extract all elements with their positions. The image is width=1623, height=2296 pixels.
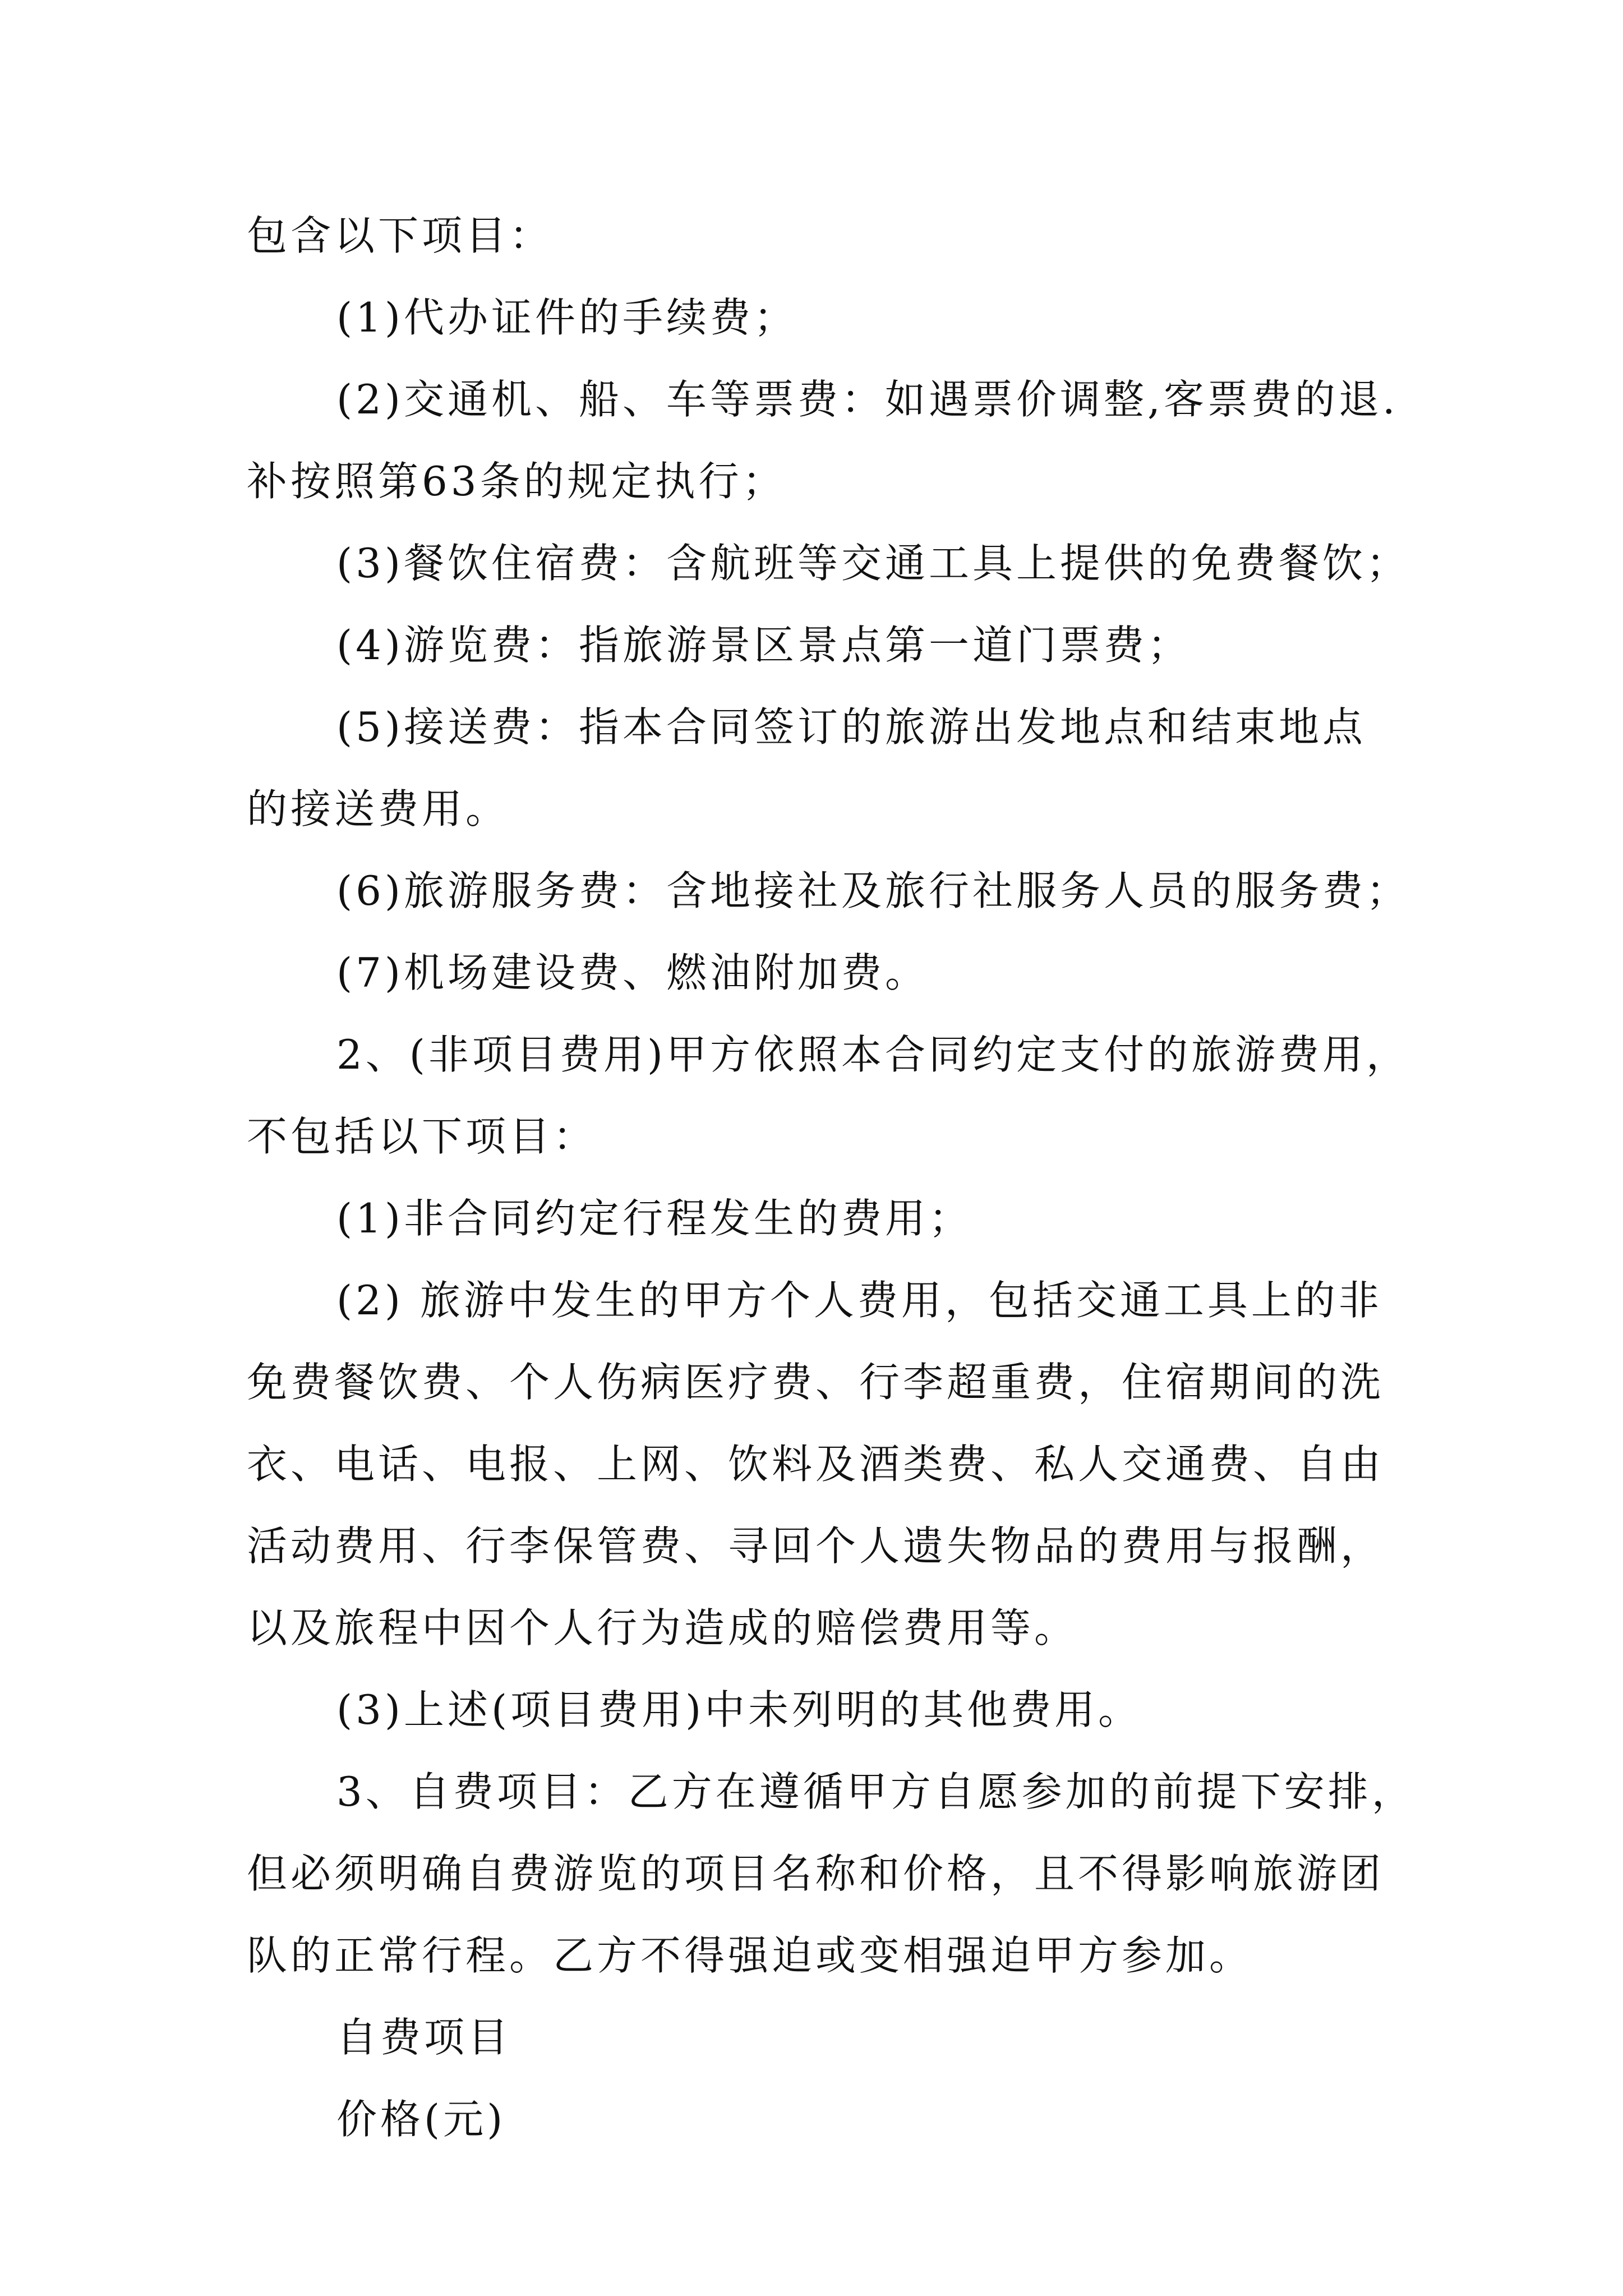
text-line-9: (6)旅游服务费：含地接社及旅行社服务人员的服务费； — [336, 867, 1410, 914]
text-line-10: (7)机场建设费、燃油附加费。 — [336, 949, 929, 996]
text-line-14: (2) 旅游中发生的甲方个人费用，包括交通工具上的非 — [336, 1277, 1382, 1324]
text-line-5: (3)餐饮住宿费：含航班等交通工具上提供的免费餐饮； — [336, 540, 1410, 587]
text-line-2: (1)代办证件的手续费； — [336, 294, 797, 341]
text-line-15: 免费餐饮费、个人伤病医疗费、行李超重费，住宿期间的洗 — [247, 1359, 1385, 1406]
text-line-12: 不包括以下项目： — [247, 1113, 597, 1160]
text-line-7: (5)接送费：指本合同签订的旅游出发地点和结束地点 — [336, 703, 1366, 751]
text-line-11: 2、(非项目费用)甲方依照本合同约定支付的旅游费用， — [336, 1031, 1410, 1078]
text-line-18: 以及旅程中因个人行为造成的赔偿费用等。 — [247, 1604, 1078, 1651]
text-line-20: 3、自费项目：乙方在遵循甲方自愿参加的前提下安排， — [336, 1768, 1415, 1815]
text-line-17: 活动费用、行李保管费、寻回个人遗失物品的费用与报酬， — [247, 1522, 1385, 1570]
text-line-8: 的接送费用。 — [247, 785, 510, 832]
text-line-16: 衣、电话、电报、上网、饮料及酒类费、私人交通费、自由 — [247, 1441, 1385, 1488]
text-line-24: 价格(元) — [336, 2096, 506, 2143]
text-line-19: (3)上述(项目费用)中未列明的其他费用。 — [336, 1686, 1142, 1733]
text-line-13: (1)非合同约定行程发生的费用； — [336, 1195, 972, 1242]
text-line-4: 补按照第63条的规定执行； — [247, 458, 786, 505]
text-line-23: 自费项目 — [336, 2014, 512, 2061]
text-line-1: 包含以下项目： — [247, 212, 554, 259]
text-line-21: 但必须明确自费游览的项目名称和价格，且不得影响旅游团 — [247, 1850, 1385, 1897]
text-line-6: (4)游览费：指旅游景区景点第一道门票费； — [336, 622, 1191, 669]
text-line-22: 队的正常行程。乙方不得强迫或变相强迫甲方参加。 — [247, 1932, 1253, 1979]
text-line-3: (2)交通机、船、车等票费：如遇票价调整,客票费的退. — [336, 376, 1399, 423]
